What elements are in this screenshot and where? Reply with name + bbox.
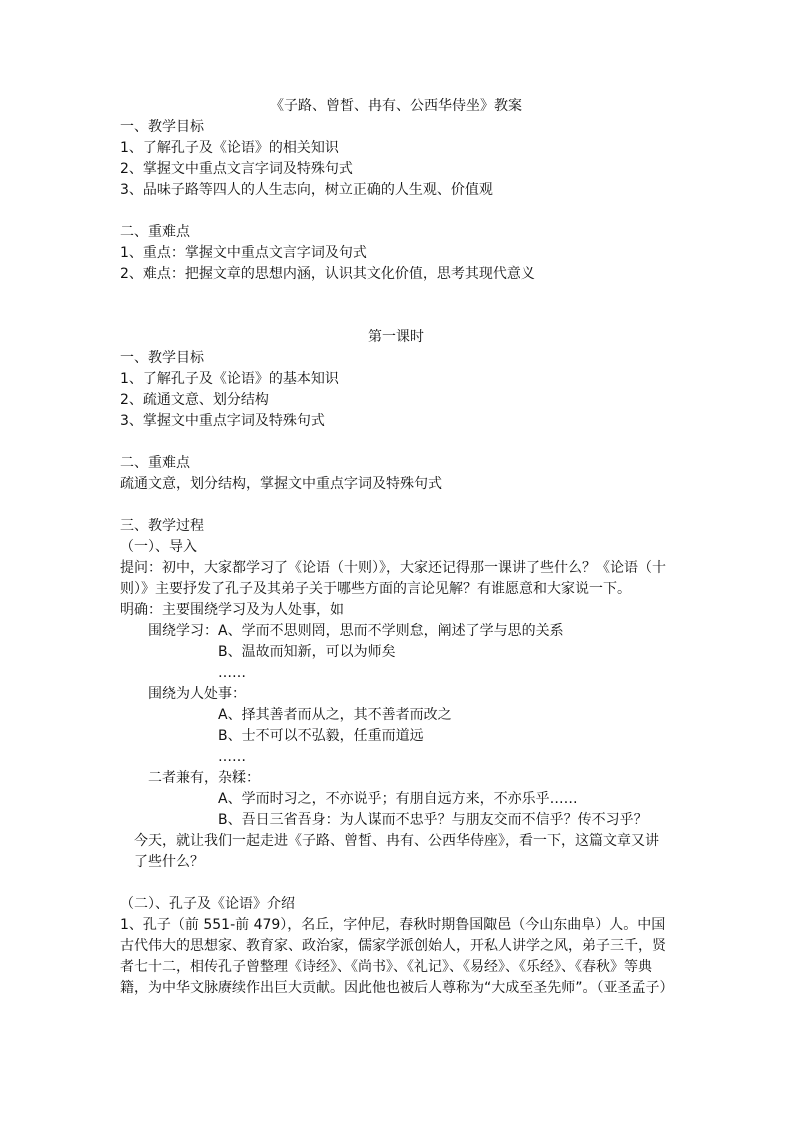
goal-item: 1、了解孔子及《论语》的相关知识: [120, 140, 339, 156]
both-example-a: A、学而时习之，不亦说乎；有朋自远方来，不亦乐乎……: [218, 791, 578, 807]
key-item: 1、重点：掌握文中重点文言字词及句式: [120, 245, 367, 261]
confucius-paragraph: 1、孔子（前 551-前 479），名丘，字仲尼，春秋时期鲁国陬邑（今山东曲阜）人。中国古代伟大的思想家、教育家、政治家，儒家学派创始人，开私人讲学之风，弟子三千，贤者七十二，相传孔子曾整理《诗经》、《尚书》、《礼记》、《易经》、《乐经》、《春秋》等典籍，为中华文脉赓续作出巨大贡献。因此他也被后人尊称为“大成至圣先师”。（亚圣孟子）: [120, 917, 674, 996]
study-row: [120, 621, 672, 642]
clarify-line: 明确：主要围绕学习及为人处事，如: [120, 602, 344, 618]
key-item: 2、难点：把握文章的思想内涵，认识其文化价值，思考其现代意义: [120, 266, 535, 282]
lesson-key-text: 疏通文意，划分结构，掌握文中重点字词及特殊句式: [120, 476, 442, 492]
conduct-example-a: A、择其善者而从之，其不善者而改之: [218, 707, 452, 723]
goal-item: 3、品味子路等四人的人生志向，树立正确的人生观、价值观: [120, 182, 493, 198]
process-heading: 三、教学过程: [120, 518, 204, 534]
study-example-a: A、学而不思则罔，思而不学则怠，阐述了学与思的关系: [218, 623, 564, 639]
both-label: 二者兼有，杂糅：: [148, 770, 260, 786]
both-example-b: B、吾日三省吾身：为人谋而不忠乎？与朋友交而不信乎？传不习乎？: [218, 812, 648, 828]
document-title: 《子路、曾皙、冉有、公西华侍坐》教案: [270, 98, 522, 114]
study-example-b: B、温故而知新，可以为师矣: [218, 644, 396, 660]
spacer: [120, 873, 672, 894]
lesson-heading: 第一课时: [368, 329, 424, 345]
lesson-goals-heading: 一、教学目标: [120, 350, 204, 366]
goal-item: 2、掌握文中重点文言字词及特殊句式: [120, 161, 353, 177]
lesson-goal-item: 2、疏通文意、划分结构: [120, 392, 269, 408]
intro-heading: （一）、导入: [120, 539, 197, 555]
goals-heading: 一、教学目标: [120, 119, 204, 135]
conduct-label: 围绕为人处事：: [148, 686, 246, 702]
lesson-key-heading: 二、重难点: [120, 455, 190, 471]
spacer: [120, 432, 672, 453]
key-heading: 二、重难点: [120, 224, 190, 240]
spacer: [120, 495, 672, 516]
lesson-goal-item: 1、了解孔子及《论语》的基本知识: [120, 371, 339, 387]
today-paragraph: 今天，就让我们一起走进《子路、曾皙、冉有、公西华侍座》，看一下，这篇文章又讲了些什么？: [134, 833, 659, 870]
section2-heading: （二）、孔子及《论语》介绍: [120, 896, 295, 912]
document-page: [120, 96, 672, 999]
spacer: [120, 201, 672, 222]
study-label: 围绕学习：: [148, 623, 218, 639]
lesson-goal-item: 3、掌握文中重点字词及特殊句式: [120, 413, 325, 429]
spacer: [120, 285, 672, 327]
ellipsis: ……: [218, 665, 246, 681]
conduct-example-b: B、士不可以不弘毅，任重而道远: [218, 728, 424, 744]
ellipsis: ……: [218, 749, 246, 765]
intro-question: 提问：初中，大家都学习了《论语（十则）》，大家还记得那一课讲了些什么？《论语（十则）》主要抒发了孔子及其弟子关于哪些方面的言论见解？有谁愿意和大家说一下。: [120, 560, 666, 597]
